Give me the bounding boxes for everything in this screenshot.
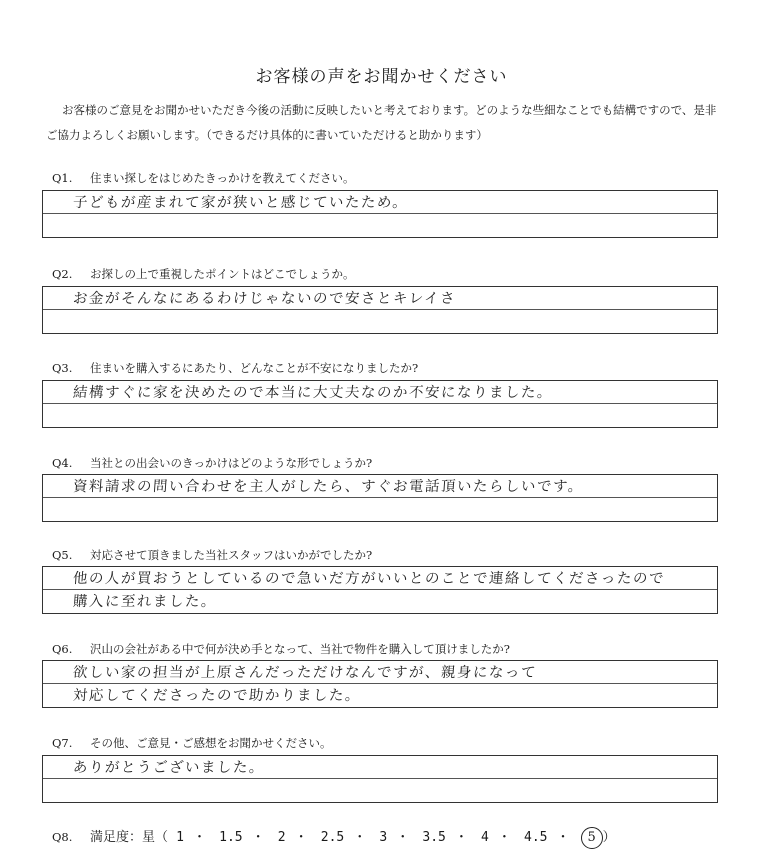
- question-number: Q5.: [52, 548, 73, 562]
- question-number: Q8.: [52, 830, 73, 844]
- question-text: 対応させて頂きました当社スタッフはいかがでしたか?: [90, 548, 373, 562]
- question-7: [52, 735, 332, 751]
- question-number: Q2.: [52, 267, 73, 281]
- answer-line-1: 欲しい家の担当が上原さんだっただけなんですが、親身になって: [72, 665, 538, 681]
- rating-option[interactable]: 3.5: [422, 830, 446, 845]
- answer-line-1: 結構すぐに家を決めたので本当に大丈夫なのか不安になりました。: [72, 385, 554, 401]
- question-number: Q1.: [52, 171, 73, 185]
- rating-option[interactable]: 2.5: [320, 830, 345, 845]
- question-6: [52, 641, 510, 657]
- answer-box-4[interactable]: [42, 474, 718, 522]
- answer-line-1: 他の人が買おうとしているので急いだ方がいいとのことで連絡してくださったので: [72, 571, 666, 587]
- question-text: 沢山の会社がある中で何が決め手となって、当社で物件を購入して頂けましたか?: [90, 642, 510, 656]
- question-text: お探しの上で重視したポイントはどこでしょうか。: [90, 267, 355, 281]
- question-number: Q7.: [52, 736, 73, 750]
- rating-option[interactable]: 1.5: [219, 830, 243, 845]
- satisfaction-label: 満足度：星（: [90, 830, 169, 845]
- form-intro: お客様のご意見をお聞かせいただき今後の活動に反映したいと考えております。どのような些細なことでも結構ですので、是非ご協力よろしくお願いします。（できるだけ具体的に書いていただけると助かります）: [46, 103, 717, 142]
- ruled-line: [43, 213, 717, 214]
- answer-box-1[interactable]: [42, 190, 718, 238]
- question-5: [52, 547, 372, 563]
- answer-line-2: 購入に至れました。: [72, 594, 218, 610]
- rating-option[interactable]: 1: [176, 830, 184, 845]
- answer-line-1: ありがとうございました。: [72, 760, 266, 776]
- question-text: 住まい探しをはじめたきっかけを教えてください。: [90, 171, 355, 185]
- rating-option[interactable]: 3: [379, 830, 388, 845]
- answer-box-6[interactable]: [42, 660, 718, 708]
- rating-option[interactable]: 2: [277, 830, 286, 845]
- question-4: [52, 455, 372, 471]
- question-text: 住まいを購入するにあたり、どんなことが不安になりましたか?: [90, 361, 419, 375]
- rating-option[interactable]: 4.5: [524, 830, 548, 845]
- question-2: [52, 266, 355, 282]
- rating-option[interactable]: 4: [481, 830, 489, 845]
- ruled-line: [43, 309, 717, 310]
- satisfaction-close: ）: [602, 830, 616, 845]
- answer-line-1: 子どもが産まれて家が狭いと感じていたため。: [72, 195, 409, 211]
- rating-option-selected[interactable]: 5: [581, 827, 603, 849]
- ruled-line: [43, 778, 717, 779]
- ruled-line: [43, 403, 717, 404]
- ruled-line: [43, 497, 717, 498]
- answer-box-3[interactable]: [42, 380, 718, 428]
- question-number: Q6.: [52, 642, 73, 656]
- question-3: [52, 360, 418, 376]
- answer-box-2[interactable]: [42, 286, 718, 334]
- question-1: [52, 170, 355, 186]
- answer-line-1: 資料請求の問い合わせを主人がしたら、すぐお電話頂いたらしいです。: [72, 479, 585, 495]
- question-text: その他、ご意見・ご感想をお聞かせください。: [90, 736, 332, 750]
- question-number: Q3.: [52, 361, 73, 375]
- answer-box-5[interactable]: [42, 566, 718, 614]
- form-title: お客様の声をお聞かせください: [255, 67, 508, 87]
- answer-box-7[interactable]: [42, 755, 718, 803]
- question-text: 当社との出会いのきっかけはどのような形でしょうか?: [90, 456, 373, 470]
- question-number: Q4.: [52, 456, 73, 470]
- answer-line-2: 対応してくださったので助かりました。: [72, 688, 362, 704]
- question-8-satisfaction: Q8. 満足度：星（ 1 ・ 1.5 ・ 2 ・ 2.5 ・ 3 ・ 3.5 ・ 4 ・ 4.5 ・ 5 ）: [52, 826, 616, 849]
- answer-line-1: お金がそんなにあるわけじゃないので安さとキレイさ: [72, 291, 457, 307]
